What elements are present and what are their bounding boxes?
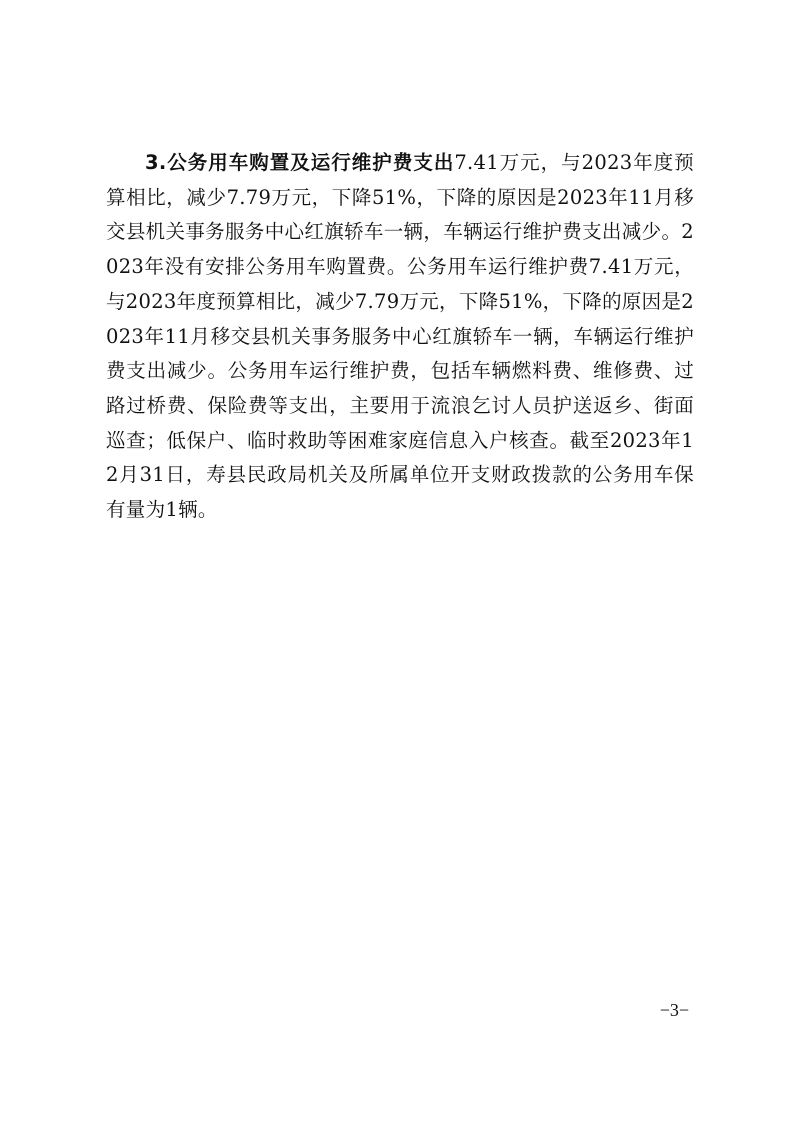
section-heading: 3.公务用车购置及运行维护费支出 xyxy=(145,151,455,174)
document-body xyxy=(106,146,694,528)
paragraph xyxy=(106,146,694,528)
paragraph-text: 7.41万元，与2023年度预算相比，减少7.79万元，下降51%，下降的原因是2023年11月移交县机关事务服务中心红旗轿车一辆，车辆运行维护费支出减少。2023年没有安排公务用车购置费。公务用车运行维护费7.41万元，与2023年度预算相比，减少7.79万元，下降51%，下降的原因是2023年11月移交县机关事务服务中心红旗轿车一辆，车辆运行维护费支出减少。公务用车运行维护费，包括车辆燃料费、维修费、过路过桥费、保险费等支出，主要用于流浪乞讨人员护送返乡、街面巡查；低保户、临时救助等困难家庭信息入户核查。截至2023年12月31日，寿县民政局机关及所属单位开支财政拨款的公务用车保有量为1辆。 xyxy=(106,151,694,522)
page-number: −3− xyxy=(659,1000,689,1020)
